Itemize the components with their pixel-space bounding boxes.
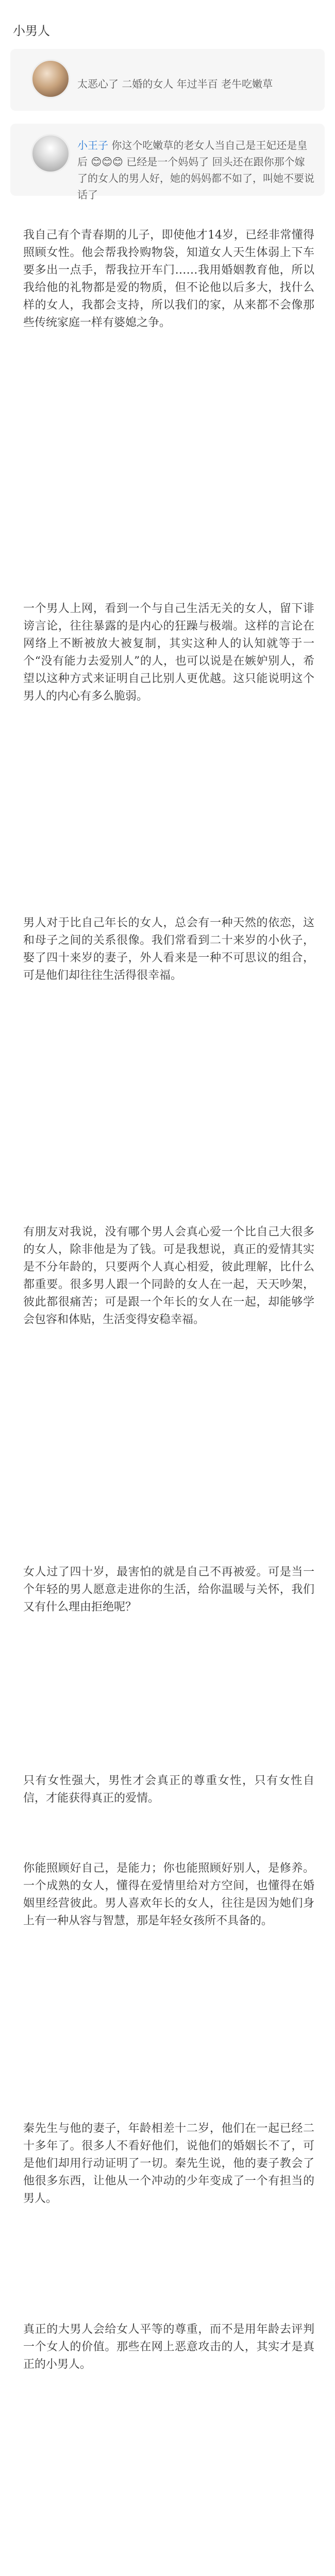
comment-text: 太恶心了 二婚的女人 年过半百 老牛吃嫩草 [77,78,273,90]
comment-author[interactable]: 小王子 [77,139,108,151]
article-paragraph [23,1224,314,1329]
paragraph-text: 真正的大男人会给女人平等的尊重，而不是用年龄去评判一个女人的价值。那些在网上恶意攻击的人，其实才是真正的小男人。 [23,2323,314,2371]
paragraph-text: 只有女性强大，男性才会真正的尊重女性，只有女性自信，才能获得真正的爱情。 [23,1774,314,1805]
article-paragraph [23,227,314,332]
paragraph-text: 你能照顾好自己，是能力；你也能照顾好别人，是修养。一个成熟的女人，懂得在爱情里给对方空间，也懂得在婚姻里经营彼此。男人喜欢年长的女人，往往是因为她们身上有一种从容与智慧，那是年轻女孩所不具备的。 [23,1862,314,1927]
article-paragraph [23,1860,314,1930]
comment-content: 你这个吃嫩草的老女人当自己是王妃还是皇后 😊😊😊 已经是一个妈妈了 回头还在跟你那个嫁了的女人的男人好，她的妈妈都不如了，叫她不要说话了 [77,139,314,201]
article-paragraph [23,1564,314,1616]
comment-text [77,137,314,203]
paragraph-text: 秦先生与他的妻子，年龄相差十二岁，他们在一起已经二十多年了。很多人不看好他们，说他们的婚姻长不了，可是他们却用行动证明了一切。秦先生说，他的妻子教会了他很多东西，让他从一个冲动的少年变成了一个有担当的男人。 [23,2122,314,2205]
paragraph-text: 有朋友对我说，没有哪个男人会真心爱一个比自己大很多的女人，除非他是为了钱。可是我想说，真正的爱情其实是不分年龄的，只要两个人真心相爱，彼此理解，比什么都重要。很多男人跟一个同龄的女人在一起，天天吵架，彼此都很痛苦；可是跟一个年长的女人在一起，却能够学会包容和体贴，生活变得安稳幸福。 [23,1226,314,1326]
article-paragraph [23,1772,314,1807]
article-paragraph [23,2120,314,2208]
paragraph-text: 女人过了四十岁，最害怕的就是自己不再被爱。可是当一个年轻的男人愿意走进你的生活，给你温暖与关怀，我们又有什么理由拒绝呢？ [23,1566,314,1614]
article-paragraph [23,914,314,985]
avatar [31,59,70,98]
paragraph-text: 一个男人上网，看到一个与自己生活无关的女人，留下诽谤言论，往往暴露的是内心的狂躁与极端。这样的言论在网络上不断被放大被复制，其实这种人的认知就等于一个“没有能力去爱别人”的人，也可以说是在嫉妒别人，希望以这种方式来证明自己比别人更优越。这只能说明这个男人的内心有多么脆弱。 [23,602,314,703]
paragraph-text: 男人对于比自己年长的女人，总会有一种天然的依恋，这和母子之间的关系很像。我们常看到二十来岁的小伙子，娶了四十来岁的妻子，外人看来是一种不可思议的组合，可是他们却往往生活得很幸福。 [23,917,314,982]
avatar [31,134,70,173]
article-paragraph [23,600,314,705]
comment-card [10,49,325,111]
page-title: 小男人 [13,24,50,38]
paragraph-text: 我自己有个青春期的儿子，即使他才14岁，已经非常懂得照顾女性。他会帮我拎购物袋，知道女人天生体弱上下车要多出一点手，帮我拉开车门……我用婚姻教育他，所以我给他的礼物都是爱的物质，但不论他以后多大，找什么样的女人，我都会支持，所以我们的家，从来都不会像那些传统家庭一样有婆媳之争。 [23,229,314,329]
article-paragraph [23,2321,314,2374]
comment-card [10,124,325,201]
